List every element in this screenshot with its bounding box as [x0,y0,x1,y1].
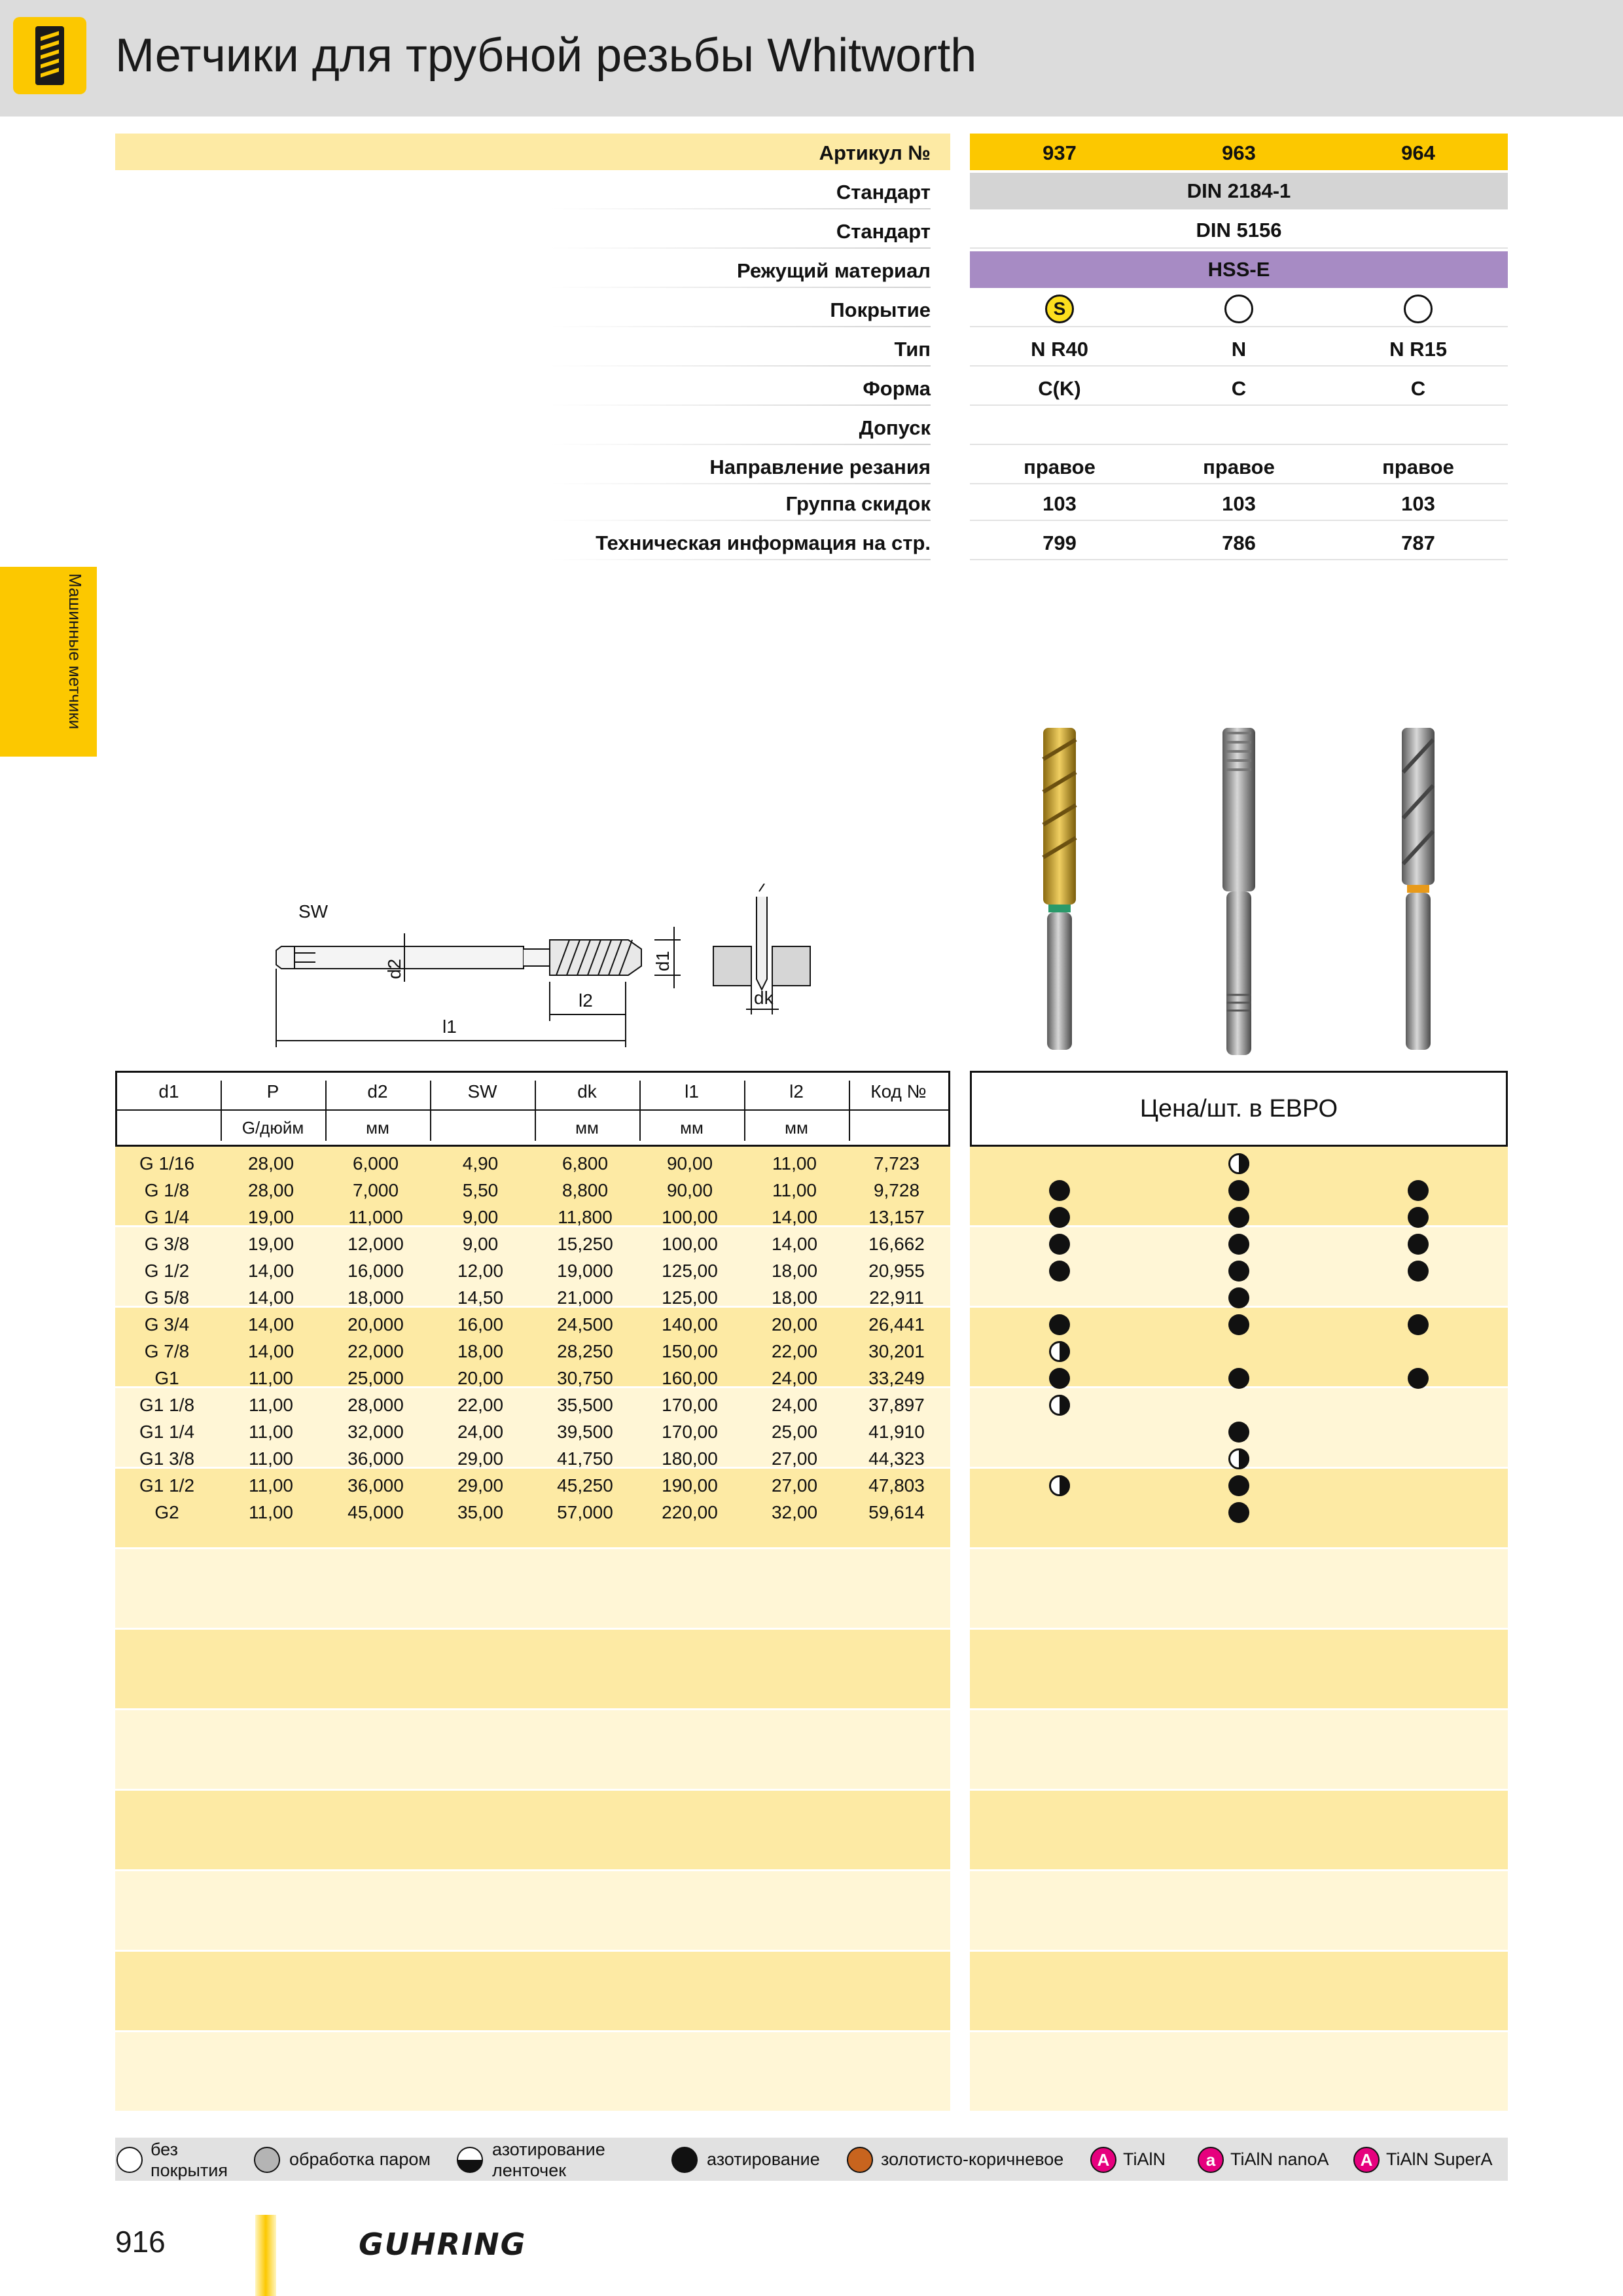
cell-l2: 11,00 [772,1153,817,1174]
availability-stock-icon[interactable] [1408,1261,1429,1282]
cell-code[interactable]: 7,723 [873,1153,920,1174]
discount-value: 103 [1043,492,1077,515]
availability-stock-icon[interactable] [1049,1180,1070,1201]
tap-937-image [1043,728,1076,1050]
cell-l1: 220,00 [662,1502,718,1522]
dim-label-d1: d1 [652,950,673,971]
techinfo-page-link[interactable]: 786 [1222,531,1256,554]
cell-dk: 24,500 [557,1314,613,1335]
cell-sw: 29,00 [457,1448,504,1469]
cell-sw: 22,00 [457,1395,504,1415]
cell-dk: 11,800 [558,1207,613,1227]
table-row [0,1446,1623,1473]
coating-steam-icon: S [1045,295,1074,323]
col-header-l2: l2 [789,1081,804,1102]
cell-d1: G 1/8 [144,1180,190,1200]
cell-l1: 125,00 [662,1261,718,1281]
direction-value: правое [1203,456,1275,478]
table-band [115,1952,950,2030]
cell-dk: 6,800 [562,1153,609,1174]
spec-label: Форма [863,377,931,400]
cell-p: 19,00 [247,1207,294,1227]
cell-l2: 14,00 [771,1234,818,1254]
cell-dk: 21,000 [557,1287,613,1308]
section-tab-label: Машинные метчики [65,573,85,730]
availability-partial-icon[interactable] [1049,1395,1070,1416]
availability-stock-icon[interactable] [1408,1207,1429,1228]
col-header-p: P [266,1081,279,1102]
cell-code[interactable]: 9,728 [873,1180,920,1200]
cell-l2: 32,00 [771,1502,818,1522]
dim-label-sw: SW [298,901,329,922]
cell-code[interactable]: 33,249 [868,1368,925,1388]
table-row [0,1177,1623,1204]
cell-d2: 32,000 [348,1422,404,1442]
cell-code[interactable]: 13,157 [868,1207,925,1227]
cell-p: 28,00 [247,1180,294,1200]
availability-stock-icon[interactable] [1408,1314,1429,1335]
cell-sw: 12,00 [457,1261,504,1281]
cell-dk: 39,500 [557,1422,613,1442]
type-value: N R40 [1031,338,1088,361]
availability-partial-icon[interactable] [1049,1341,1070,1362]
cell-l1: 180,00 [662,1448,718,1469]
tap-964-image [1402,728,1435,1050]
cell-d2: 18,000 [348,1287,404,1308]
spec-label: Стандарт [836,181,931,204]
cell-d2: 36,000 [348,1475,404,1496]
cell-code[interactable]: 41,910 [868,1422,925,1442]
availability-stock-icon[interactable] [1049,1314,1070,1335]
spec-label: Техническая информация на стр. [596,531,931,554]
spec-row-tolerance [0,408,1623,445]
cell-p: 11,00 [249,1395,293,1415]
form-value: C [1231,377,1247,400]
cell-p: 14,00 [247,1261,294,1281]
cell-dk: 57,000 [557,1502,613,1522]
availability-stock-icon[interactable] [1408,1368,1429,1389]
cell-sw: 5,50 [462,1180,499,1200]
cell-p: 19,00 [247,1234,294,1254]
cell-d1: G1 1/4 [139,1422,195,1442]
table-row [0,1392,1623,1419]
cell-l1: 100,00 [662,1234,718,1254]
cell-d1: G 1/4 [144,1207,190,1227]
cell-d2: 11,000 [348,1207,403,1227]
tap-dimension-drawing [262,884,825,1054]
cell-l2: 25,00 [771,1422,818,1442]
availability-stock-icon[interactable] [1408,1234,1429,1255]
dim-label-d2: d2 [384,958,404,979]
cell-code[interactable]: 20,955 [868,1261,925,1281]
cell-code[interactable]: 30,201 [868,1341,925,1361]
availability-stock-icon[interactable] [1228,1180,1249,1201]
price-header-label: Цена/шт. в ЕВРО [1139,1095,1338,1122]
cell-sw: 20,00 [457,1368,504,1388]
availability-stock-icon[interactable] [1049,1368,1070,1389]
table-row [0,1231,1623,1258]
cell-p: 11,00 [249,1475,293,1496]
availability-stock-icon[interactable] [1049,1261,1070,1282]
discount-value: 103 [1222,492,1256,515]
tap-963-image [1222,728,1255,1055]
spec-row-coating [0,291,1623,327]
availability-stock-icon[interactable] [1228,1475,1249,1496]
cell-d1: G 5/8 [144,1287,190,1308]
cell-d1: G1 [154,1368,179,1388]
cell-d1: G 3/8 [144,1234,190,1254]
availability-stock-icon[interactable] [1228,1261,1249,1282]
uncoated-icon [116,2147,143,2173]
col-header-code: Код № [870,1081,927,1102]
spec-row-article [0,134,1623,170]
dimension-table-header [115,1071,950,1147]
cell-d2: 25,000 [348,1368,404,1388]
cell-l1: 160,00 [662,1368,718,1388]
cell-d2: 7,000 [352,1180,399,1200]
cell-l2: 27,00 [771,1475,818,1496]
cell-d1: G 3/4 [144,1314,190,1335]
table-row [0,1499,1623,1526]
cell-p: 14,00 [247,1287,294,1308]
dim-label-dk: dk [754,988,774,1008]
dimension-table-body [0,1147,1623,2122]
cell-d1: G 1/16 [139,1153,195,1174]
steam-icon [254,2147,280,2173]
cell-d2: 16,000 [348,1261,404,1281]
cell-p: 11,00 [249,1422,293,1442]
availability-partial-icon[interactable] [1228,1153,1249,1174]
cell-l1: 190,00 [662,1475,718,1496]
cell-d2: 45,000 [348,1502,404,1522]
cell-d1: G2 [154,1502,179,1522]
cell-p: 28,00 [247,1153,294,1174]
page-title: Метчики для трубной резьбы Whitworth [115,29,977,82]
spec-label: Допуск [859,416,931,439]
cell-dk: 41,750 [557,1448,613,1469]
table-row [0,1365,1623,1392]
tialn-icon: A [1090,2147,1116,2173]
availability-stock-icon[interactable] [1049,1234,1070,1255]
availability-stock-icon[interactable] [1228,1422,1249,1443]
spec-row-discount [0,484,1623,521]
form-value: C [1410,377,1426,400]
cell-d2: 36,000 [348,1448,404,1469]
cell-l1: 140,00 [662,1314,718,1335]
cell-l2: 24,00 [771,1395,818,1415]
unit-p: G/дюйм [241,1118,304,1138]
cell-d1: G1 1/2 [139,1475,195,1496]
cell-l2: 24,00 [771,1368,818,1388]
cell-d1: G 1/2 [144,1261,190,1281]
spec-label: Группа скидок [785,492,931,515]
table-row [0,1204,1623,1231]
form-value: C(K) [1038,377,1081,400]
cell-d1: G1 3/8 [139,1448,195,1469]
nanoa-icon: a [1198,2147,1224,2173]
article-963: 963 [1222,141,1256,164]
cell-p: 11,00 [249,1368,293,1388]
article-937: 937 [1043,141,1077,164]
availability-stock-icon[interactable] [1228,1207,1249,1228]
table-band [115,1791,950,1869]
table-row [0,1151,1623,1177]
cell-dk: 28,250 [557,1341,613,1361]
col-header-sw: SW [467,1081,497,1102]
cell-sw: 16,00 [457,1314,504,1335]
table-row [0,1285,1623,1312]
page-header [0,0,1623,117]
cell-l1: 90,00 [666,1153,713,1174]
cell-d1: G1 1/8 [139,1395,195,1415]
table-row [0,1419,1623,1446]
cell-sw: 9,00 [462,1234,499,1254]
table-band [970,1549,1508,1628]
type-value: N [1231,338,1247,361]
cell-d2: 22,000 [348,1341,404,1361]
availability-stock-icon[interactable] [1049,1207,1070,1228]
cell-l2: 18,00 [771,1287,818,1308]
spec-row-direction [0,448,1623,484]
cell-l2: 18,00 [771,1261,818,1281]
table-band [115,1630,950,1708]
availability-partial-icon[interactable] [1228,1448,1249,1469]
coating-none-icon [1404,295,1433,323]
cell-code[interactable]: 47,803 [868,1475,925,1496]
spec-row-type [0,330,1623,367]
availability-stock-icon[interactable] [1228,1234,1249,1255]
page-number: 916 [115,2225,166,2259]
cell-dk: 19,000 [557,1261,613,1281]
cell-l2: 27,00 [771,1448,818,1469]
cell-code[interactable]: 44,323 [868,1448,925,1469]
availability-stock-icon[interactable] [1228,1368,1249,1389]
availability-stock-icon[interactable] [1228,1287,1249,1308]
table-band [115,1549,950,1628]
price-header [970,1071,1508,1147]
cell-l1: 170,00 [662,1395,718,1415]
direction-value: правое [1024,456,1096,478]
cell-l2: 20,00 [771,1314,818,1335]
cell-l1: 90,00 [666,1180,713,1200]
article-964: 964 [1401,141,1435,164]
cell-sw: 9,00 [462,1207,499,1227]
unit-dk: мм [575,1118,599,1138]
coating-none-icon [1224,295,1253,323]
cell-sw: 35,00 [457,1502,504,1522]
footer-accent-bar [255,2215,276,2296]
cell-sw: 14,50 [457,1287,504,1308]
spec-label: Артикул № [819,141,931,164]
spec-row-techinfo [0,524,1623,560]
table-band [970,1871,1508,1950]
cell-sw: 4,90 [462,1153,499,1174]
spec-label: Режущий материал [737,259,931,282]
cell-dk: 30,750 [557,1368,613,1388]
techinfo-page-link[interactable]: 787 [1401,531,1435,554]
nitrided-icon [671,2147,698,2173]
dim-label-l2: l2 [579,990,593,1011]
type-value: N R15 [1389,338,1447,361]
spec-row-standard-2 [0,212,1623,249]
spec-row-material [0,251,1623,288]
table-band [970,1710,1508,1789]
table-band [970,1630,1508,1708]
material-hss-e: HSS-E [970,251,1508,288]
direction-value: правое [1382,456,1454,478]
spec-label: Покрытие [830,298,931,321]
cell-sw: 29,00 [457,1475,504,1496]
availability-stock-icon[interactable] [1408,1180,1429,1201]
dim-label-l1: l1 [442,1016,457,1037]
section-tab[interactable] [0,567,97,757]
table-row [0,1473,1623,1499]
cell-dk: 45,250 [557,1475,613,1496]
cell-code[interactable]: 59,614 [868,1502,925,1522]
techinfo-page-link[interactable]: 799 [1043,531,1077,554]
cell-code[interactable]: 16,662 [868,1234,925,1254]
goldbrown-icon [847,2147,873,2173]
spec-row-form [0,369,1623,406]
discount-value: 103 [1401,492,1435,515]
cell-d2: 20,000 [348,1314,404,1335]
unit-l2: мм [785,1118,808,1138]
table-band [970,1791,1508,1869]
cell-code[interactable]: 26,441 [868,1314,925,1335]
standard-din-5156: DIN 5156 [1196,219,1282,242]
cell-l1: 150,00 [662,1341,718,1361]
cell-d2: 12,000 [348,1234,404,1254]
cell-l2: 22,00 [771,1341,818,1361]
col-header-d2: d2 [367,1081,388,1102]
col-header-dk: dk [577,1081,597,1102]
cell-p: 14,00 [247,1314,294,1335]
cell-l1: 100,00 [662,1207,718,1227]
col-header-d1: d1 [158,1081,179,1102]
spec-label: Направление резания [709,456,931,478]
spec-row-standard-1 [0,173,1623,209]
table-band [115,1871,950,1950]
availability-stock-icon[interactable] [1228,1502,1249,1523]
cell-dk: 35,500 [557,1395,613,1415]
availability-partial-icon[interactable] [1049,1475,1070,1496]
table-band [115,2032,950,2111]
coating-legend: без покрытия обработка паром азотирование ленточек азотирование золотисто-коричневое A TiAlN a TiAlN nanoA A TiAlN SuperA [115,2138,1508,2181]
cell-l2: 14,00 [771,1207,818,1227]
table-band [970,1952,1508,2030]
cell-dk: 15,250 [557,1234,613,1254]
cell-p: 11,00 [249,1502,293,1522]
cell-d2: 28,000 [348,1395,404,1415]
table-band [970,2032,1508,2111]
cell-sw: 18,00 [457,1341,504,1361]
cell-d2: 6,000 [352,1153,399,1174]
cell-code[interactable]: 37,897 [868,1395,925,1415]
brand-logo: GUHRING [359,2227,527,2262]
cell-d1: G 7/8 [144,1341,190,1361]
table-row [0,1338,1623,1365]
tap-category-icon [13,17,86,94]
col-header-l1: l1 [685,1081,699,1102]
table-row [0,1312,1623,1338]
nitrided-strip-icon [457,2147,483,2173]
table-row [0,1258,1623,1285]
cell-l1: 170,00 [662,1422,718,1442]
standard-din-2184: DIN 2184-1 [970,173,1508,209]
supera-icon: A [1353,2147,1380,2173]
cell-l1: 125,00 [662,1287,718,1308]
unit-l1: мм [680,1118,704,1138]
unit-d2: мм [366,1118,389,1138]
cell-code[interactable]: 22,911 [869,1287,924,1308]
spec-label: Стандарт [836,220,931,243]
cell-p: 11,00 [249,1448,293,1469]
tap-product-images [970,720,1508,1060]
cell-sw: 24,00 [457,1422,504,1442]
cell-l2: 11,00 [772,1180,817,1200]
cell-p: 14,00 [247,1341,294,1361]
availability-stock-icon[interactable] [1228,1314,1249,1335]
cell-dk: 8,800 [562,1180,609,1200]
spec-label: Тип [894,338,931,361]
table-band [115,1710,950,1789]
